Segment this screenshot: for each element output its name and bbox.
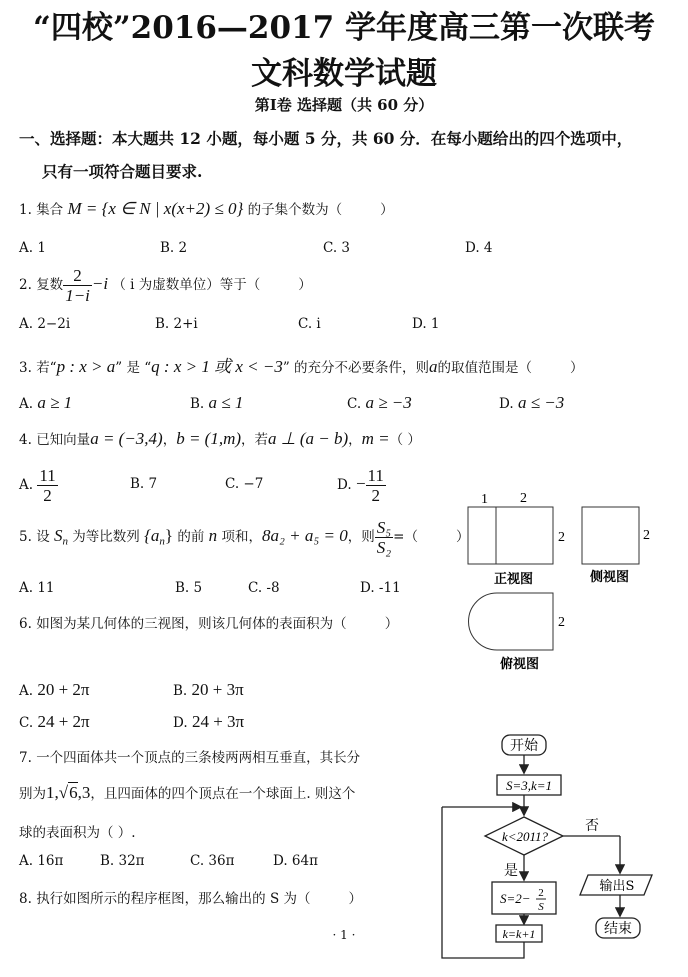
dim-label-1: 1 — [481, 492, 488, 507]
front-view-label: 正视图 — [494, 572, 534, 587]
question-8 — [19, 887, 362, 907]
top-view — [469, 593, 553, 650]
question-close: （ ） — [389, 432, 421, 448]
question-number: 8. — [19, 891, 32, 907]
question-text: 项和， — [221, 529, 262, 545]
sequence-subscript: n — [159, 535, 165, 548]
edge-length: ,3 — [77, 783, 91, 802]
fraction-denominator: S₂ — [376, 538, 392, 557]
option-label: A. — [19, 396, 34, 412]
flowchart-assign-s-num: 2 — [538, 887, 544, 899]
option-d — [337, 466, 386, 505]
variable-a: a — [429, 357, 438, 376]
equation: 8a₂ + a₅ = 0 — [261, 526, 348, 545]
question-3 — [19, 352, 584, 377]
sn-subscript: n — [62, 535, 68, 548]
option-math: 20 + 2π — [37, 680, 90, 699]
option-math: 24 + 3π — [191, 712, 245, 731]
option-math: a ≥ −3 — [365, 393, 412, 412]
question-text: 的前 — [177, 529, 205, 545]
option-label: A. — [19, 683, 34, 699]
option-c — [19, 712, 90, 732]
question-text: 的子集个数为（ — [247, 202, 343, 218]
yes-label: 是 — [504, 863, 518, 879]
sequence-symbol: {a — [144, 526, 160, 545]
fraction-denominator: 1−i — [65, 286, 90, 305]
side-view — [582, 507, 639, 564]
option-d: D. 1 — [412, 316, 440, 332]
vector-b-def: b = (1,m) — [176, 429, 242, 448]
no-label: 否 — [585, 818, 599, 834]
sqrt-radicand: 6 — [69, 783, 78, 802]
option-math: 20 + 3π — [191, 680, 244, 699]
option-a: A. 11 — [19, 580, 55, 596]
vector-a-def: a = (−3,4) — [90, 429, 163, 448]
flowchart-output-label: 输出S — [599, 879, 635, 894]
variable-n: n — [208, 526, 218, 545]
question-number: 5. — [19, 529, 32, 545]
question-number: 7. — [19, 750, 32, 766]
question-math: −i — [91, 274, 109, 293]
option-label: D. — [499, 396, 514, 412]
minus-sign: − — [355, 474, 366, 493]
option-math: a ≤ −3 — [517, 393, 565, 412]
exam-title: “四校”2016—2017 学年度高三第一次联考 — [32, 10, 655, 46]
question-7-line1 — [19, 746, 360, 766]
question-text: 一个四面体共一个顶点的三条棱两两相互垂直，其长分 — [36, 750, 361, 766]
dim-label-side-height: 2 — [643, 528, 650, 543]
option-c — [347, 393, 412, 413]
option-a — [19, 466, 58, 505]
front-view-outline — [468, 507, 553, 564]
question-close: ） — [384, 616, 399, 632]
option-d: D. 4 — [465, 240, 493, 256]
option-math: 24 + 2π — [37, 712, 90, 731]
option-label: C. — [19, 715, 34, 731]
option-a — [19, 680, 90, 700]
question-text: （ i 为虚数单位）等于（ — [112, 277, 261, 293]
question-text: ” 是 “ — [115, 360, 152, 376]
option-label: A. — [19, 477, 34, 493]
m-equals: m = — [361, 429, 390, 448]
option-math: a ≤ 1 — [208, 393, 244, 412]
fraction — [37, 466, 57, 505]
sqrt-symbol: √ — [58, 783, 69, 802]
option-b: B. 2 — [160, 240, 188, 256]
flowchart-end-label: 结束 — [604, 921, 632, 937]
option-c: C. −7 — [225, 476, 264, 492]
question-text: 如图为某几何体的三视图，则该几何体的表面积为（ — [36, 616, 347, 632]
three-view-figure — [460, 485, 688, 675]
option-math: a ≥ 1 — [37, 393, 73, 412]
option-c: C. 36π — [190, 853, 235, 869]
question-close: ） — [455, 529, 470, 545]
question-7-line3: 球的表面积为（ ）. — [19, 825, 136, 841]
question-close: ） — [380, 202, 394, 218]
option-d: D. -11 — [360, 580, 401, 596]
flowchart-assign-s-den: S — [538, 901, 544, 913]
question-number: 4. — [19, 432, 32, 448]
edge-length: 1, — [46, 783, 59, 802]
flowchart-condition-label: k<2011? — [501, 829, 549, 844]
option-d — [499, 393, 564, 413]
question-5 — [19, 518, 469, 557]
proposition-p: p : x > a — [56, 357, 116, 376]
option-c: C. -8 — [248, 580, 280, 596]
fraction-denominator: 2 — [371, 486, 380, 505]
question-number: 6. — [19, 616, 32, 632]
question-text: 已知向量 — [36, 432, 91, 448]
section-heading-line2: 只有一项符合题目要求. — [42, 162, 203, 181]
fraction — [63, 266, 92, 305]
question-text: 的取值范围是（ — [437, 360, 533, 376]
question-text: 执行如图所示的程序框图，那么输出的 S 为（ — [36, 891, 311, 907]
separator: ， — [348, 432, 362, 448]
option-b: B. 5 — [175, 580, 203, 596]
flowchart-start-label: 开始 — [510, 738, 538, 754]
question-text: ，且四面体的四个顶点在一个球面上. 则这个 — [90, 786, 356, 802]
option-b: B. 7 — [130, 476, 158, 492]
fraction-numerator: 11 — [39, 466, 56, 485]
fraction — [375, 518, 393, 557]
page-number: · 1 · — [332, 928, 356, 942]
front-view — [468, 507, 553, 564]
question-text: 若“ — [36, 360, 57, 376]
sn-symbol: S — [53, 526, 63, 545]
question-text: 为等比数列 — [72, 529, 140, 545]
question-close: ） — [298, 277, 312, 293]
option-d: D. 64π — [273, 853, 318, 869]
dim-label-front-height: 2 — [558, 530, 565, 545]
fraction-numerator: 11 — [367, 466, 384, 485]
option-label: D. — [337, 477, 352, 493]
question-text: 集合 — [36, 202, 64, 218]
perpendicular-condition: a ⊥ (a − b) — [268, 429, 349, 448]
separator: ， — [162, 432, 177, 448]
question-2 — [19, 266, 312, 305]
part-title: 第Ⅰ卷 选择题（共 60 分） — [254, 96, 434, 114]
question-close: ） — [570, 360, 584, 376]
question-6 — [19, 612, 398, 632]
option-b — [173, 680, 244, 700]
flowchart-init-label: S=3,k=1 — [505, 778, 553, 793]
option-c: C. i — [298, 316, 321, 332]
question-text: ” 的充分不必要条件，则 — [282, 360, 430, 376]
option-a — [19, 393, 72, 413]
option-label: B. — [173, 683, 188, 699]
question-number: 2. — [19, 277, 32, 293]
question-number: 3. — [19, 360, 32, 376]
top-view-label: 俯视图 — [500, 657, 540, 672]
question-close: ） — [348, 891, 363, 907]
option-label: C. — [347, 396, 362, 412]
option-b: B. 2+i — [155, 316, 198, 332]
option-b: B. 32π — [100, 853, 145, 869]
question-4 — [19, 428, 421, 449]
dim-label-top-height: 2 — [558, 615, 565, 630]
question-7-line2 — [19, 782, 355, 803]
option-b — [190, 393, 243, 413]
side-view-label: 侧视图 — [590, 570, 630, 585]
fraction-denominator: 2 — [43, 486, 52, 505]
flowchart-assign-s-label: S=2− — [500, 891, 531, 906]
question-text: ，则 — [347, 529, 375, 545]
option-label: D. — [173, 715, 188, 731]
option-c: C. 3 — [323, 240, 351, 256]
question-text: 别为 — [19, 786, 46, 802]
question-math: M = {x ∈ N | x(x+2) ≤ 0} — [67, 199, 244, 218]
section-heading-line1: 一、选择题：本大题共 12 小题，每小题 5 分，共 60 分．在每小题给出的四个选项中， — [19, 129, 633, 148]
option-label: B. — [190, 396, 205, 412]
fraction-numerator: S₅ — [376, 518, 392, 537]
question-number: 1. — [19, 202, 32, 218]
question-text: ，若 — [241, 432, 269, 448]
option-a: A. 2−2i — [19, 316, 71, 332]
question-1 — [19, 198, 394, 219]
question-text: 复数 — [36, 277, 64, 293]
option-d — [173, 712, 244, 732]
option-a: A. 16π — [19, 853, 64, 869]
sequence-close: } — [164, 526, 174, 545]
dim-label-2-top: 2 — [520, 491, 527, 506]
proposition-q: q : x > 1 或 x < −3 — [151, 357, 283, 376]
question-text: =（ — [393, 529, 418, 545]
fraction-numerator: 2 — [63, 266, 92, 286]
side-view-outline — [582, 507, 639, 564]
option-a: A. 1 — [19, 240, 46, 256]
top-view-outline — [469, 593, 553, 650]
question-text: 设 — [36, 529, 50, 545]
flowchart-assign-k-label: k=k+1 — [502, 927, 536, 941]
exam-subtitle: 文科数学试题 — [251, 56, 437, 92]
fraction — [366, 466, 386, 505]
